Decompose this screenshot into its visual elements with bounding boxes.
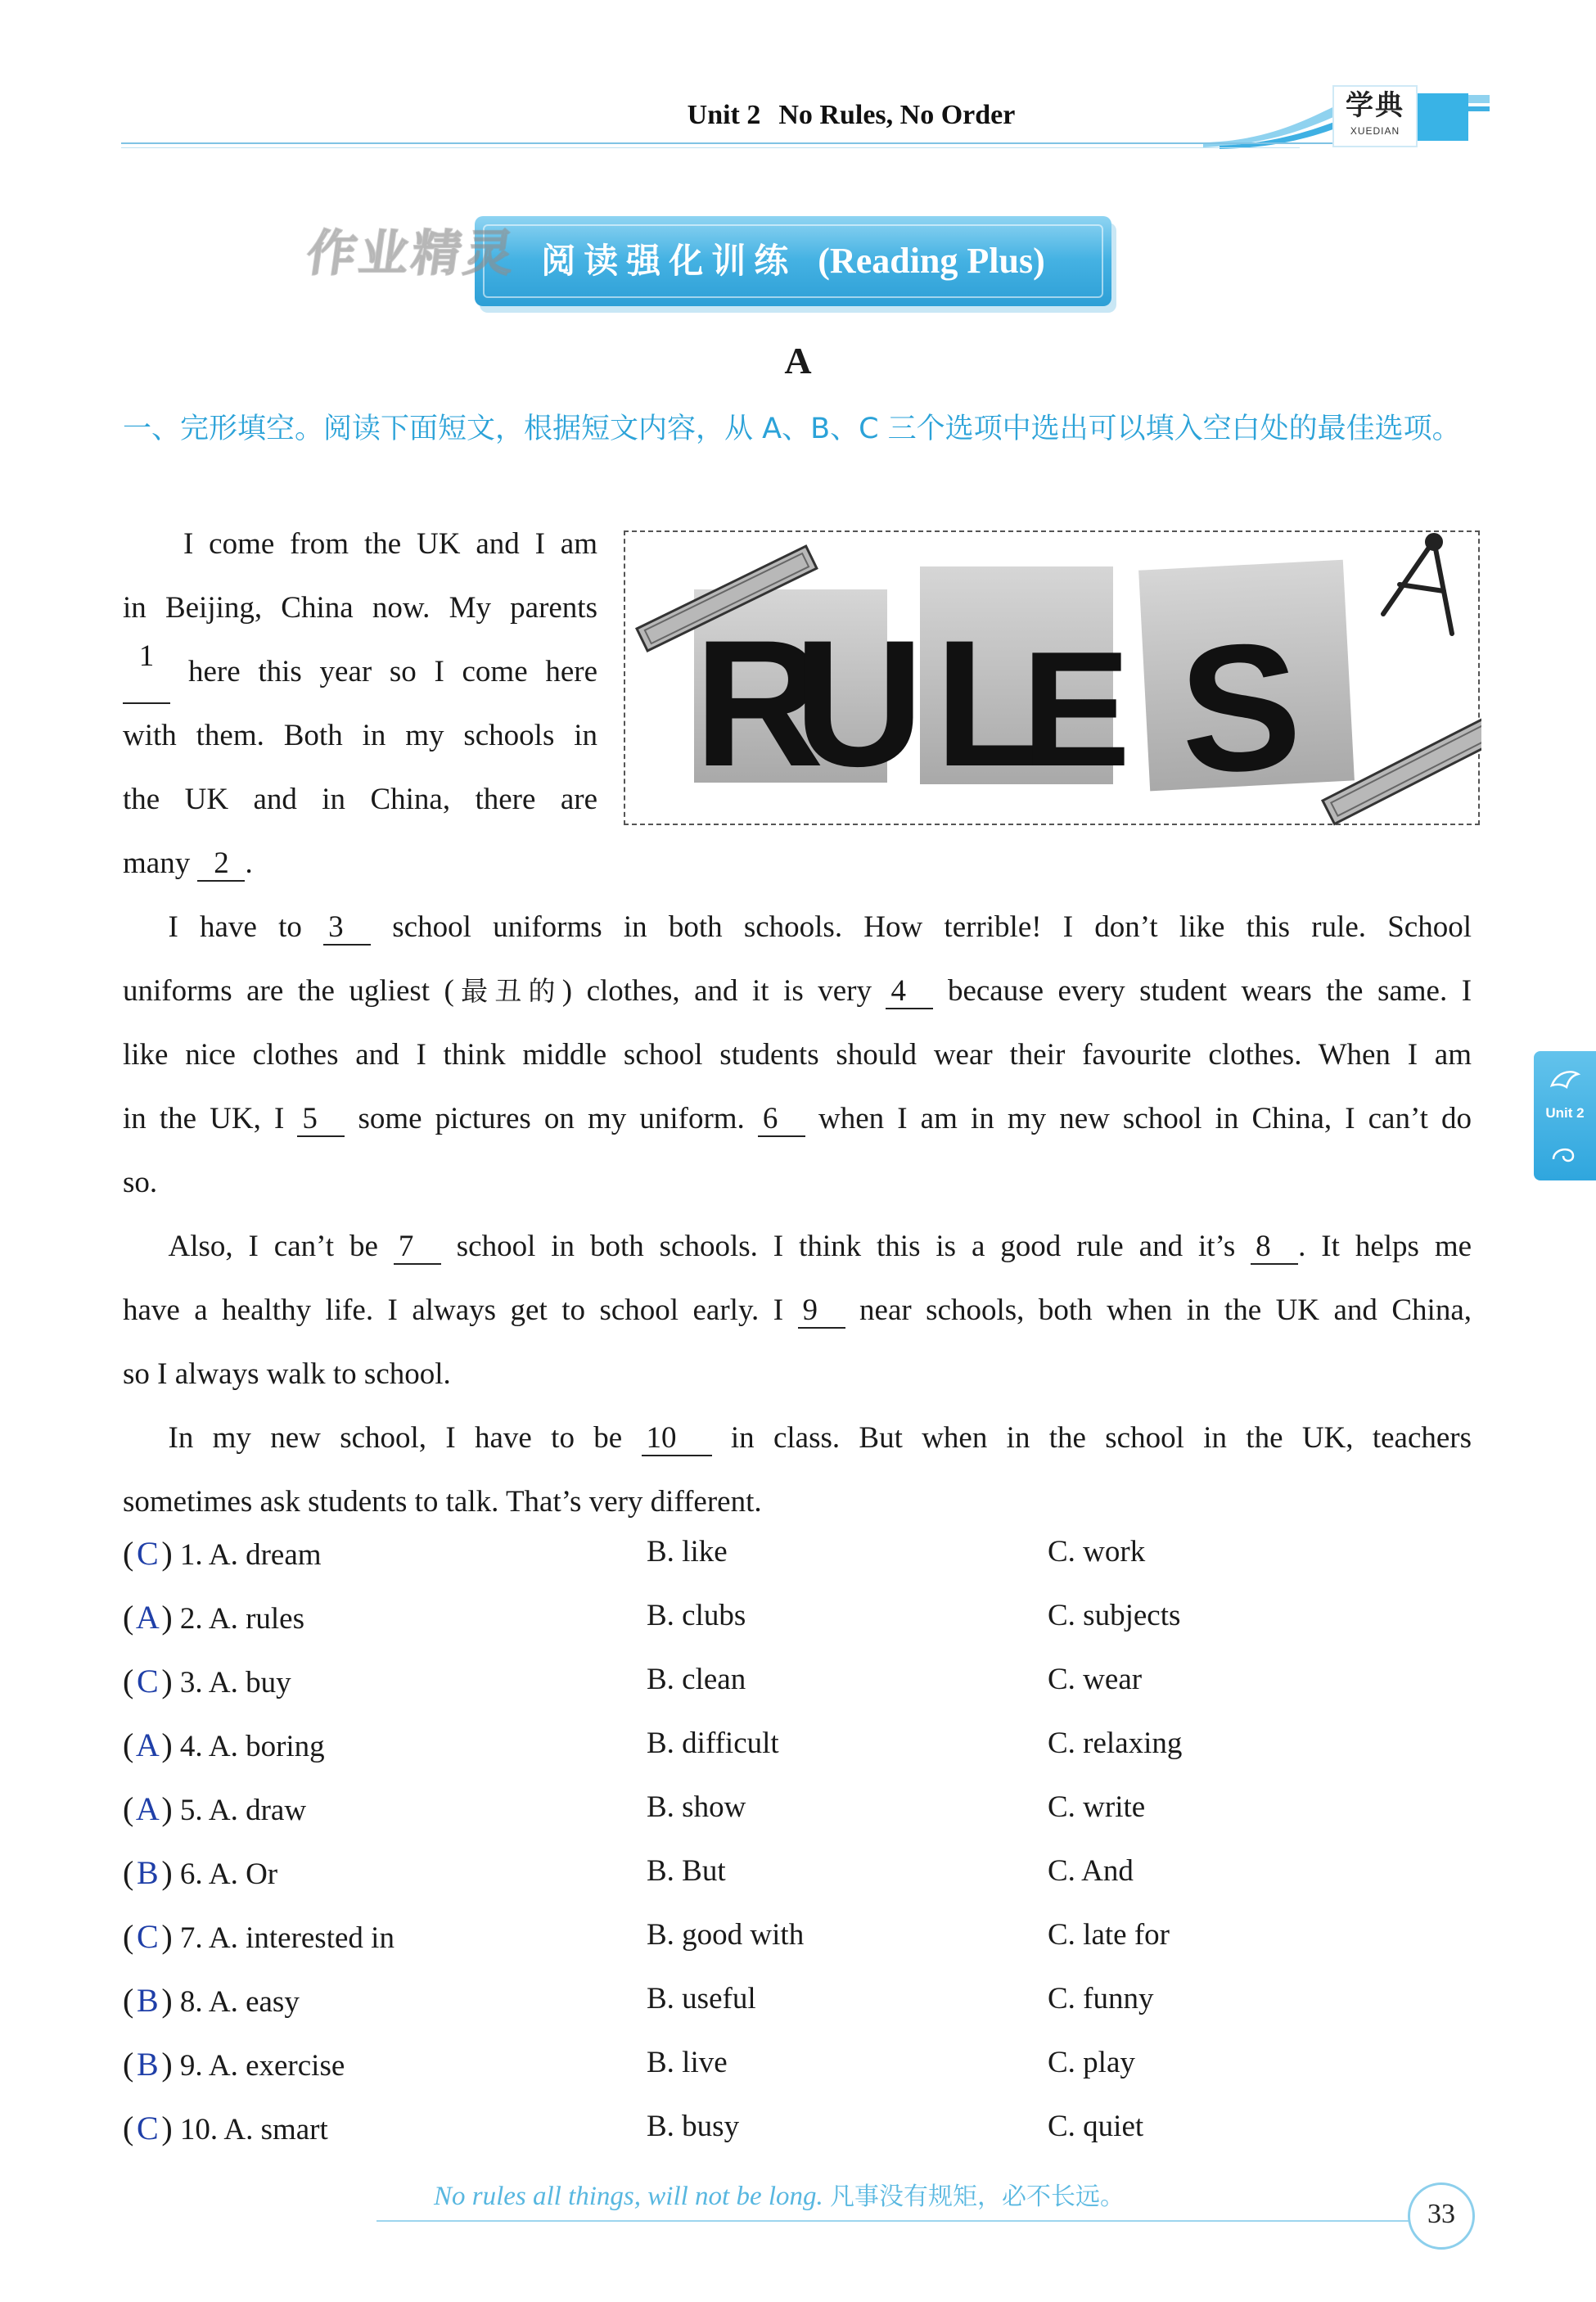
option-c-text: C. quiet	[1048, 2110, 1144, 2143]
question-row	[123, 2109, 1498, 2173]
option-a-text: 9. A. exercise	[179, 2049, 345, 2083]
blank-4[interactable]: 4	[886, 975, 933, 1009]
option-c-text: C. late for	[1048, 1918, 1170, 1952]
option-c-text: C. And	[1048, 1854, 1134, 1888]
passage-text: in class. But when in the school in the UK, teachers	[730, 1421, 1472, 1455]
question-row	[123, 2045, 1498, 2109]
question-row	[123, 1981, 1498, 2045]
passage-text: some pictures on my uniform.	[358, 1102, 745, 1135]
passage-text: .	[245, 846, 253, 880]
question-row	[123, 1853, 1498, 1917]
question-option-a: (C) 3. A. buy	[123, 1663, 291, 1699]
option-a-text: 3. A. buy	[179, 1666, 291, 1699]
question-option-a: (C) 7. A. interested in	[123, 1918, 394, 1955]
passage-line	[123, 832, 597, 896]
header-rule	[121, 142, 1332, 144]
answer-choice[interactable]: B	[136, 1854, 159, 1891]
question-row	[123, 1534, 1498, 1598]
blank-6[interactable]: 6	[758, 1103, 805, 1137]
motto-chinese: 凡事没有规矩，必不长远。	[830, 2182, 1125, 2211]
option-c-text: C. funny	[1048, 1982, 1154, 2015]
passage-line	[123, 1279, 1472, 1343]
passage-line: I come from the UK and I am	[183, 527, 597, 561]
option-b-text: B. show	[647, 1790, 746, 1824]
question-row	[123, 1662, 1498, 1726]
option-a-text: 6. A. Or	[179, 1857, 278, 1891]
answer-choice[interactable]: A	[135, 1599, 160, 1636]
logo-english: XUEDIAN	[1350, 125, 1400, 137]
question-row	[123, 1917, 1498, 1981]
option-a-text: 8. A. easy	[179, 1985, 300, 2019]
question-option-a: (B) 8. A. easy	[123, 1982, 300, 2019]
option-b-text: B. But	[647, 1854, 726, 1888]
header-rule-thin	[121, 147, 1300, 148]
option-b-text: B. busy	[647, 2110, 740, 2143]
blank-3[interactable]: 3	[323, 911, 371, 946]
watermark: 作业精灵	[303, 225, 521, 282]
banner-title-chinese: 阅读强化训练	[541, 241, 797, 281]
answer-choice[interactable]: C	[136, 2110, 159, 2146]
blank-2[interactable]: 2	[197, 847, 245, 882]
blank-1[interactable]: 1	[123, 640, 170, 704]
passage-line: so.	[123, 1166, 158, 1199]
passage-text: here this year so I come here	[188, 655, 597, 688]
question-row	[123, 1790, 1498, 1853]
option-b-text: B. useful	[647, 1982, 756, 2015]
answer-choice[interactable]: B	[136, 1982, 159, 2019]
xuedian-logo	[1332, 85, 1418, 147]
passage-text: uniforms are the ugliest (	[123, 974, 454, 1008]
option-c-text: C. play	[1048, 2046, 1135, 2079]
passage-line: sometimes ask students to talk. That’s very different.	[123, 1485, 762, 1519]
section-letter: A	[784, 340, 812, 381]
answer-choice[interactable]: C	[136, 1663, 159, 1699]
option-c-text: C. subjects	[1048, 1599, 1181, 1632]
passage-text: ) clothes, and it is very	[561, 974, 872, 1008]
passage-line: in Beijing, China now. My parents	[123, 591, 597, 625]
rules-letter: E	[1021, 618, 1131, 801]
cloze-instruction: 一、完形填空。阅读下面短文，根据短文内容，从 A、B、C 三个选项中选出可以填入空白处的最佳选项。	[123, 413, 1461, 445]
page-number: 33	[1427, 2199, 1455, 2229]
banner-title-english: (Reading Plus)	[818, 241, 1045, 281]
passage-text: when I am in my new school in China, I can’t do	[818, 1102, 1472, 1135]
banner-title	[475, 216, 1111, 306]
option-a-text: 10. A. smart	[179, 2113, 328, 2146]
rules-illustration	[625, 532, 1481, 827]
unit-side-tab[interactable]	[1534, 1051, 1596, 1180]
passage-line: with them. Both in my schools in	[123, 719, 597, 752]
passage-line: the UK and in China, there are	[123, 783, 597, 816]
answer-choice[interactable]: A	[135, 1726, 160, 1763]
option-b-text: B. good with	[647, 1918, 805, 1952]
passage-text: I have to	[168, 910, 302, 944]
passage-line	[123, 1215, 1472, 1279]
option-b-text: B. clubs	[647, 1599, 746, 1632]
question-option-a: (A) 5. A. draw	[123, 1790, 307, 1827]
swirl-icon	[1549, 1140, 1581, 1169]
logo-band-decoration	[1418, 93, 1468, 141]
passage-text: have a healthy life. I always get to school early. I	[123, 1293, 784, 1327]
answer-choice[interactable]: C	[136, 1535, 159, 1572]
passage-text: In my new school, I have to be	[168, 1421, 623, 1455]
passage-line	[123, 896, 1472, 959]
passage-text: school uniforms in both schools. How terrible! I don’t like this rule. School	[392, 910, 1472, 944]
answer-choice[interactable]: C	[136, 1918, 159, 1955]
footer-motto	[434, 2176, 1170, 2212]
rules-picture	[624, 530, 1480, 825]
logo-chinese: 学典	[1346, 89, 1404, 122]
rules-letter: L	[935, 603, 1045, 804]
question-row	[123, 1598, 1498, 1662]
option-a-text: 1. A. dream	[179, 1538, 322, 1572]
question-option-a: (C) 1. A. dream	[123, 1535, 322, 1572]
rules-letter: U	[794, 603, 924, 804]
question-option-a: (A) 4. A. boring	[123, 1726, 325, 1763]
option-a-text: 4. A. boring	[179, 1730, 325, 1763]
answer-choice[interactable]: B	[136, 2046, 159, 2083]
section-banner	[475, 216, 1111, 306]
blank-8[interactable]: 8	[1251, 1230, 1298, 1265]
question-row	[123, 1726, 1498, 1790]
page-header-title	[524, 100, 1179, 131]
passage-chinese-gloss: 最丑的	[453, 975, 562, 1007]
option-c-text: C. wear	[1048, 1663, 1143, 1696]
footer-rule	[376, 2220, 1413, 2222]
question-option-a: (C) 10. A. smart	[123, 2110, 328, 2146]
option-c-text: C. work	[1048, 1535, 1146, 1569]
passage-line	[123, 1406, 1472, 1470]
option-b-text: B. live	[647, 2046, 728, 2079]
blank-5[interactable]: 5	[297, 1103, 345, 1137]
passage-text: because every student wears the same. I	[947, 974, 1472, 1008]
passage-text: . It helps me	[1298, 1230, 1472, 1263]
option-a-text: 7. A. interested in	[179, 1921, 394, 1955]
unit-title: No Rules, No Order	[778, 100, 1016, 130]
passage-line	[123, 640, 597, 704]
option-c-text: C. write	[1048, 1790, 1146, 1824]
passage-line: so I always walk to school.	[123, 1357, 451, 1391]
option-b-text: B. difficult	[647, 1726, 779, 1760]
passage-text: near schools, both when in the UK and China,	[859, 1293, 1472, 1327]
side-tab-label: Unit 2	[1545, 1105, 1585, 1121]
option-a-text: 2. A. rules	[179, 1602, 305, 1636]
passage-text: Also, I can’t be	[168, 1230, 378, 1263]
blank-7[interactable]: 7	[394, 1230, 441, 1265]
question-option-a: (A) 2. A. rules	[123, 1599, 305, 1636]
answer-choice[interactable]: A	[135, 1790, 160, 1827]
question-option-a: (B) 9. A. exercise	[123, 2046, 345, 2083]
option-a-text: 5. A. draw	[179, 1794, 307, 1827]
blank-10[interactable]: 10	[642, 1422, 712, 1456]
rules-letter: R	[694, 603, 824, 804]
question-option-a: (B) 6. A. Or	[123, 1854, 278, 1891]
blank-9[interactable]: 9	[798, 1294, 845, 1329]
passage-line	[123, 959, 1472, 1023]
option-c-text: C. relaxing	[1048, 1726, 1183, 1760]
unit-label: Unit 2	[687, 100, 761, 130]
option-b-text: B. like	[647, 1535, 728, 1569]
passage-line	[123, 1087, 1472, 1151]
passage-text: school in both schools. I think this is a good rule and it’s	[456, 1230, 1236, 1263]
option-b-text: B. clean	[647, 1663, 746, 1696]
passage-text: in the UK, I	[123, 1102, 285, 1135]
motto-english: No rules all things, will not be long.	[434, 2182, 823, 2211]
rules-letter: S	[1174, 603, 1306, 812]
passage-line: like nice clothes and I think middle school students should wear their favourite clothes. When I am	[123, 1038, 1472, 1072]
compass-icon	[1383, 535, 1452, 634]
wing-icon	[1549, 1064, 1581, 1097]
passage-text: many	[123, 846, 191, 880]
